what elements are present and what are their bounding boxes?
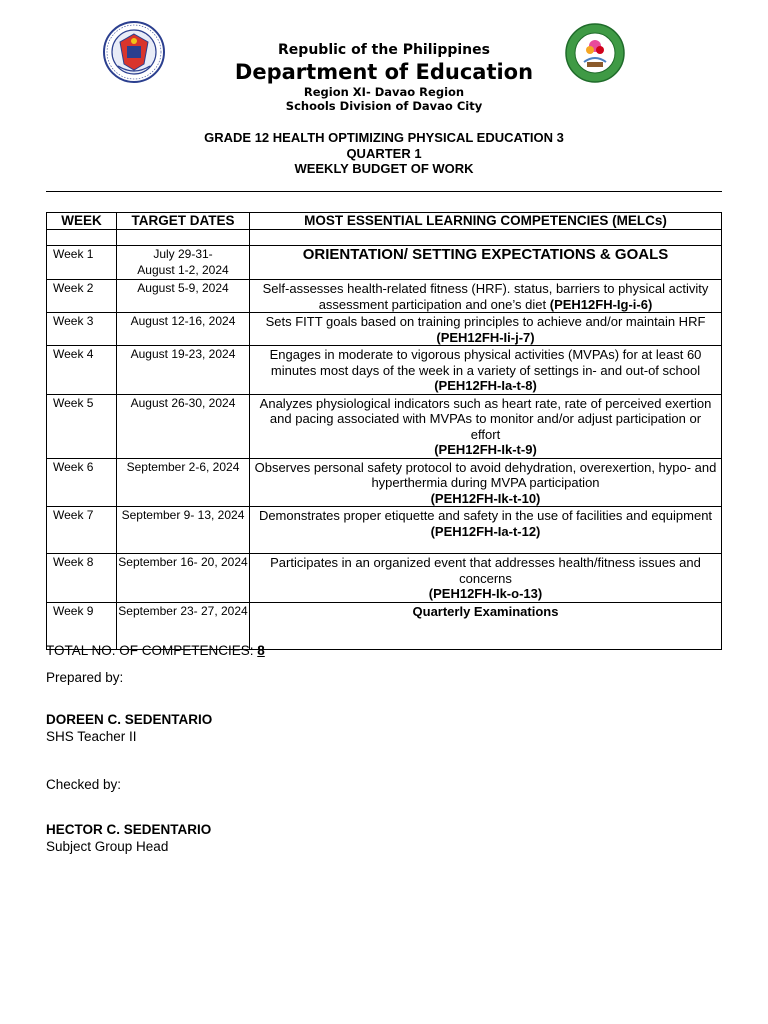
document-header xyxy=(0,18,768,118)
empty-cell xyxy=(47,230,117,246)
melc-text: Observes personal safety protocol to avoid dehydration, overexertion, hypo- and hyperthermia during MVPA participation xyxy=(254,459,717,490)
dates-cell: September 2-6, 2024 xyxy=(117,458,250,507)
title-subject: GRADE 12 HEALTH OPTIMIZING PHYSICAL EDUCATION 3 xyxy=(204,130,564,145)
dates-cell: August 12-16, 2024 xyxy=(117,313,250,346)
melc-cell xyxy=(250,346,722,395)
table-row xyxy=(47,458,722,507)
table-row-empty xyxy=(47,230,722,246)
week-cell: Week 5 xyxy=(47,394,117,458)
week-cell: Week 8 xyxy=(47,554,117,603)
header-melcs: MOST ESSENTIAL LEARNING COMPETENCIES (MELCs) xyxy=(250,213,722,230)
dates-cell: August 26-30, 2024 xyxy=(117,394,250,458)
week-cell: Week 6 xyxy=(47,458,117,507)
empty-cell xyxy=(250,230,722,246)
table-row xyxy=(47,346,722,395)
table-row xyxy=(47,507,722,554)
total-competencies xyxy=(46,643,265,660)
empty-cell xyxy=(117,230,250,246)
dates-cell: September 16- 20, 2024 xyxy=(117,554,250,603)
melc-code: (PEH12FH-Ia-t-12) xyxy=(430,523,541,539)
melc-cell xyxy=(250,554,722,603)
title-budget: WEEKLY BUDGET OF WORK xyxy=(294,161,474,176)
melc-text: Self-assesses health-related fitness (HRF). status, barriers to physical activity assessment participation and one’s diet xyxy=(262,281,709,312)
melc-cell xyxy=(250,280,722,313)
horizontal-rule xyxy=(46,191,722,192)
dates-cell: September 23- 27, 2024 xyxy=(117,602,250,649)
table-row xyxy=(47,394,722,458)
week-cell: Week 9 xyxy=(47,602,117,649)
department-heading: Department of Education xyxy=(234,60,534,84)
dates-cell: August 19-23, 2024 xyxy=(117,346,250,395)
melc-text: Quarterly Examinations xyxy=(412,603,559,619)
melc-text: Demonstrates proper etiquette and safety in the use of facilities and equipment xyxy=(258,508,713,523)
table-row xyxy=(47,554,722,603)
dates-line: July 29-31- xyxy=(153,247,213,261)
checker-name: HECTOR C. SEDENTARIO xyxy=(46,822,212,837)
melc-code: (PEH12FH-Ia-t-8) xyxy=(434,378,537,393)
melc-code: (PEH12FH-Ik-t-10) xyxy=(430,490,541,506)
table-row xyxy=(47,313,722,346)
total-label: TOTAL NO. OF COMPETENCIES: xyxy=(46,643,258,658)
melc-code: (PEH12FH-Ik-o-13) xyxy=(428,586,543,601)
melc-cell xyxy=(250,394,722,458)
week-cell: Week 4 xyxy=(47,346,117,395)
preparer-title: SHS Teacher II xyxy=(46,729,137,744)
orientation-cell: ORIENTATION/ SETTING EXPECTATIONS & GOALS xyxy=(250,246,722,280)
table-header-row xyxy=(47,213,722,230)
melc-text: Participates in an organized event that addresses health/fitness issues and concerns xyxy=(270,555,701,586)
table-row xyxy=(47,246,722,280)
melc-text: Engages in moderate to vigorous physical activities (MVPAs) for at least 60 minutes most days of the week in a variety of settings in- and out-of school xyxy=(269,347,702,378)
week-cell: Week 3 xyxy=(47,313,117,346)
table-row xyxy=(47,280,722,313)
document-titles xyxy=(0,130,768,177)
deped-seal-icon xyxy=(98,20,170,84)
dates-cell: September 9- 13, 2024 xyxy=(117,507,250,554)
melc-text: Sets FITT goals based on training principles to achieve and/or maintain HRF xyxy=(265,314,706,329)
table-row xyxy=(47,602,722,649)
division-heading: Schools Division of Davao City xyxy=(285,99,483,113)
melc-code: (PEH12FH-Ii-j-7) xyxy=(436,329,535,345)
melc-text: Analyzes physiological indicators such as heart rate, rate of perceived exertion and pacing associated with MVPAs to monitor and/or adjust participation or effort xyxy=(259,395,712,442)
checker-title: Subject Group Head xyxy=(46,839,169,854)
week-cell: Week 7 xyxy=(47,507,117,554)
dates-line: August 1-2, 2024 xyxy=(137,263,229,277)
davao-division-seal-icon xyxy=(560,22,630,84)
week-cell: Week 1 xyxy=(47,246,117,280)
republic-heading: Republic of the Philippines xyxy=(278,42,490,58)
title-quarter: QUARTER 1 xyxy=(346,145,422,161)
prepared-by-label: Prepared by: xyxy=(46,670,124,685)
checked-by-label: Checked by: xyxy=(46,777,122,792)
melc-code: (PEH12FH-Ig-i-6) xyxy=(549,296,653,312)
header-target-dates: TARGET DATES xyxy=(117,213,250,230)
preparer-name: DOREEN C. SEDENTARIO xyxy=(46,712,213,727)
melc-cell xyxy=(250,507,722,554)
melc-cell xyxy=(250,313,722,346)
melc-code: (PEH12FH-Ik-t-9) xyxy=(434,442,537,457)
header-text-block xyxy=(200,42,568,113)
budget-of-work-table xyxy=(46,212,722,650)
week-cell: Week 2 xyxy=(47,280,117,313)
region-heading: Region XI- Davao Region xyxy=(303,85,465,99)
melc-cell xyxy=(250,458,722,507)
header-week: WEEK xyxy=(47,213,117,230)
melc-cell xyxy=(250,602,722,649)
total-value: 8 xyxy=(257,643,265,658)
dates-cell: August 5-9, 2024 xyxy=(117,280,250,313)
dates-cell xyxy=(117,246,250,280)
